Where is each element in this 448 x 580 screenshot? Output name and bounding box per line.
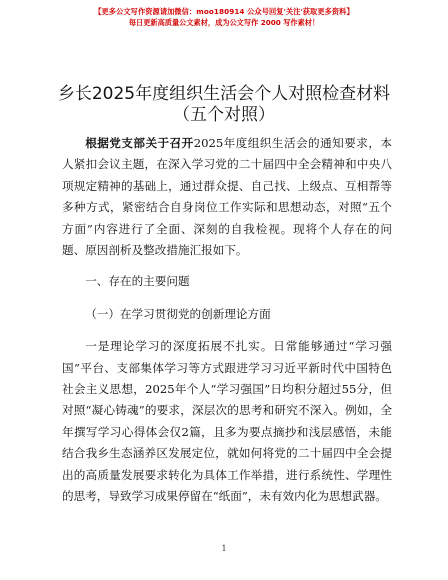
intro-text: 2025年度组织生活会的通知要求，本人紧扣会议主题，在深入学习党的二十届四中全会精神和中央八项规定精神的基础上，通过群众提、自己找、上级点、互相帮等多种方式，紧密结合自身岗位工作实际和思想动态，对照“五个方面”内容进行了全面、深刻的自我检视。现将个人存在的问题、原因剖析及整改措施汇报如下。 (62, 136, 392, 258)
title-line-1: 乡长2025年度组织生活会个人对照检查材料 (57, 84, 391, 104)
intro-paragraph (62, 133, 392, 261)
subsection-heading: （一）在学习贯彻党的创新理论方面 (85, 306, 271, 321)
banner-line-1: 【更多公文写作资源请加微信：moo180914 公众号回复'关注'获取更多资料】 (94, 7, 354, 16)
document-body (62, 133, 392, 508)
header-banner (0, 6, 448, 28)
title-line-2: （五个对照） (173, 105, 275, 125)
body-paragraph: 一是理论学习的深度拓展不扎实。日常能够通过“学习强国”平台、支部集体学习等方式跟进学习习近平新时代中国特色社会主义思想，2025年个人“学习强国”日均积分超过55分，但对照“凝心铸魂”的要求，深层次的思考和研究不深入。例如，全年撰写学习心得体会仅2篇，且多为要点摘抄和浅层感悟，未能结合我乡生态涵养区发展定位，就如何将党的二十届四中全会提出的高质量发展要求转化为具体工作举措，进行系统性、学理性的思考，导致学习成果停留在“纸面”，未有效内化为思想武器。 (62, 339, 392, 504)
intro-lead: 根据党支部关于召开 (85, 136, 194, 150)
banner-line-2: 每日更新高质量公文素材，成为公文写作 2000 写作素材！ (128, 18, 320, 27)
document-title (20, 84, 428, 126)
page-number: 1 (221, 544, 227, 553)
section-heading: 一、存在的主要问题 (85, 274, 190, 289)
